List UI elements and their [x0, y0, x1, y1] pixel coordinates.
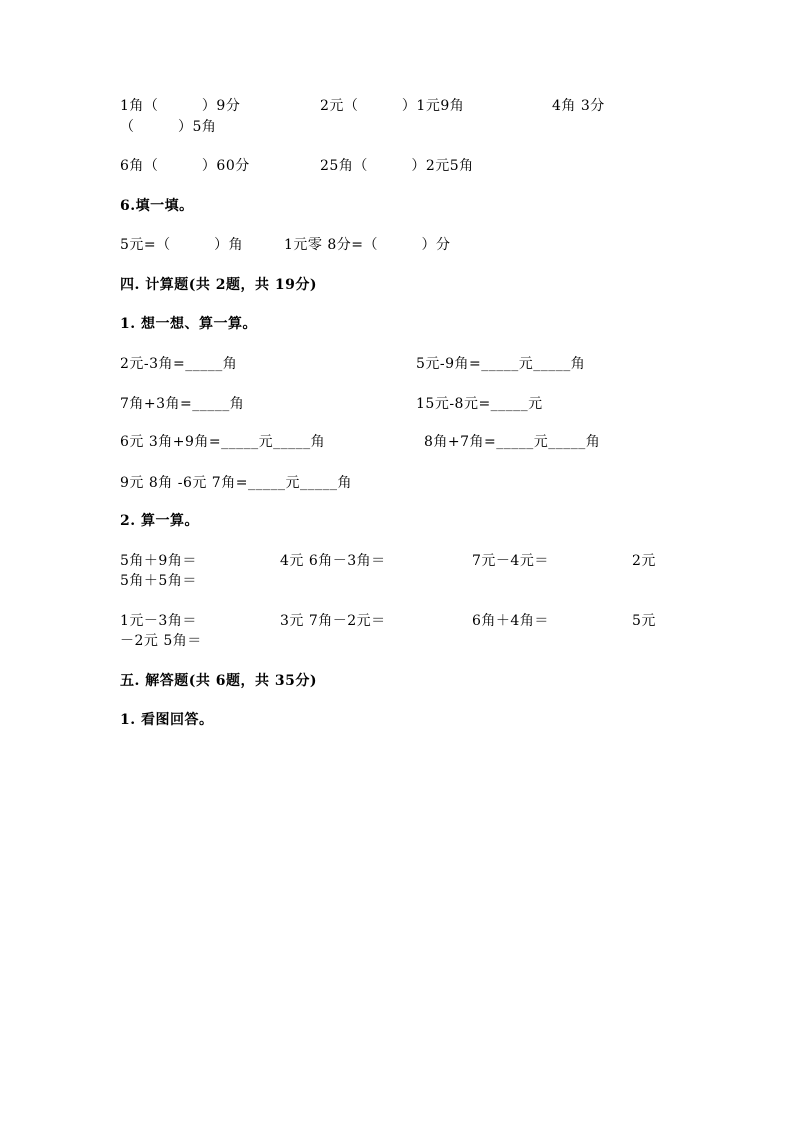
calc-item: 9元 8角 -6元 7角=_____元_____角 — [120, 475, 352, 491]
compare-item: 25角（ ）2元5角 — [320, 158, 474, 174]
calc-item: 5角＋5角＝ — [120, 573, 197, 589]
calc-item: 8角+7角=_____元_____角 — [424, 434, 601, 450]
question-title: 1. 想一想、算一算。 — [120, 316, 257, 332]
calc-item: －2元 5角＝ — [120, 633, 202, 649]
calc-item: 15元-8元=_____元 — [416, 396, 543, 412]
calc-item: 7元－4元＝ — [472, 553, 549, 569]
calc-item: 2元-3角=_____角 — [120, 356, 238, 372]
question-title: 2. 算一算。 — [120, 513, 199, 529]
section-heading: 五. 解答题(共 6题，共 35分) — [120, 673, 317, 689]
calc-item: 5元-9角=_____元_____角 — [416, 356, 586, 372]
calc-item: 6角＋4角＝ — [472, 613, 549, 629]
calc-item: 1元－3角＝ — [120, 613, 197, 629]
calc-item: 5元 — [632, 613, 656, 629]
question-title: 6.填一填。 — [120, 198, 194, 214]
question-title: 1. 看图回答。 — [120, 712, 214, 728]
fill-item: 1元零 8分=（ ）分 — [284, 237, 451, 253]
compare-item: 6角（ ）60分 — [120, 158, 250, 174]
section-heading: 四. 计算题(共 2题，共 19分) — [120, 277, 317, 293]
calc-item: 2元 — [632, 553, 656, 569]
compare-item: （ ）5角 — [120, 119, 217, 135]
compare-item: 1角（ ）9分 — [120, 98, 241, 114]
calc-item: 6元 3角+9角=_____元_____角 — [120, 434, 326, 450]
calc-item: 4元 6角－3角＝ — [280, 553, 386, 569]
calc-item: 3元 7角－2元＝ — [280, 613, 386, 629]
compare-item: 4角 3分 — [552, 98, 605, 114]
compare-item: 2元（ ）1元9角 — [320, 98, 465, 114]
calc-item: 7角+3角=_____角 — [120, 396, 245, 412]
calc-item: 5角＋9角＝ — [120, 553, 197, 569]
fill-item: 5元=（ ）角 — [120, 237, 244, 253]
